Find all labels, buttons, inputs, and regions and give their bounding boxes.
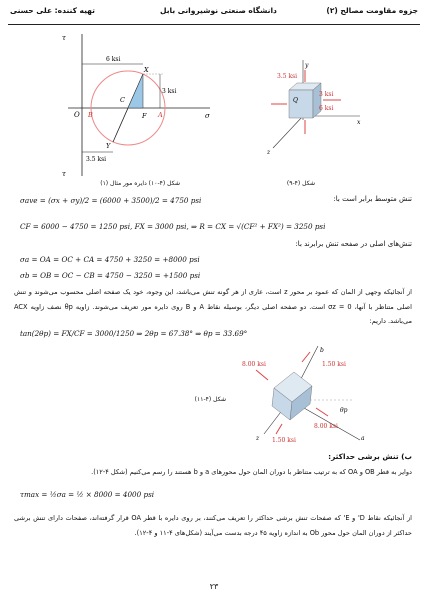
element-axis-z: z — [267, 149, 271, 156]
mohr-caption: شکل (۴-۱۰) دایره مور مثال (۱) — [100, 180, 180, 187]
mohr-sigma: σ — [205, 112, 210, 120]
equation-tau-max: τmax = ½σa = ½ × 8000 = 4000 psi — [20, 490, 155, 499]
equation-theta-p: tan(2θp) = FX/CF = 3000/1250 ⇒ 2θp = 67.38° ⇒ θp = 33.69° — [20, 329, 248, 338]
rotated-axis-b: b — [320, 347, 324, 354]
header-course-title: جزوه مقاومت مصالح (۲) — [326, 6, 418, 15]
element-label-Q: Q — [293, 97, 298, 104]
mohr-circle-figure — [60, 30, 220, 180]
mohr-label-Y: Y — [106, 142, 111, 150]
rotated-element-figure — [228, 342, 373, 447]
mohr-label-C: C — [120, 96, 125, 104]
rotated-stress-15-bottom: 1.50 ksi — [272, 437, 296, 444]
element-stress-35: 3.5 ksi — [277, 73, 298, 80]
page-number: ۲۳ — [209, 582, 219, 591]
rotated-stress-8-bottom: 8.00 ksi — [314, 423, 338, 430]
section-b-title: ب) تنش برشی حداکثر: — [328, 452, 412, 461]
mohr-dim-35ksi: 3.5 ksi — [86, 156, 107, 163]
paragraph-circles: دوایر به قطر OB و OA که به ترتیب متناظر با دوران المان حول محورهای a و b هستند را رسم می‌کنیم (شکل ۴-۱۲). — [91, 468, 412, 476]
element-caption: شکل (۴-۹) — [286, 180, 315, 187]
avg-stress-text: تنش متوسط برابر است با: — [333, 195, 412, 203]
stress-element-figure — [245, 58, 365, 173]
mohr-tau-top: τ — [62, 34, 66, 42]
rotated-stress-8-top: 8.00 ksi — [242, 361, 266, 368]
rotated-axis-a: a — [361, 435, 365, 442]
mohr-dim-3ksi: 3 ksi — [162, 88, 177, 95]
paragraph-max-shear-planes: از آنجائیکه نقاط D' و E' که صفحات تنش برشی حداکثر را تعریف می‌کنند، بر روی دایره با قطر OA قرار گرفته‌اند، صفحات دارای تنش برشی حداکثر از دوران المان حول محور Ob به اندازه زاویه ۴۵ درجه بدست می‌آیند (شکل‌های ۴-۱۱ و ۴-۱۲). — [14, 514, 412, 537]
equation-radius: CF = 6000 − 4750 = 1250 psi, FX = 3000 psi, ⇒ R = CX = √(CF² + FX²) = 3250 psi — [20, 222, 326, 231]
header-university: دانشگاه صنعتی نوشیروانی بابل — [160, 6, 277, 15]
paragraph-principal-planes: از آنجائیکه وجهی از المان که عمود بر محور z است، عاری از هر گونه تنش می‌باشد، این وجوه، خود یک صفحه اصلی محسوب می‌شوند و تنش اصلی متناظر با آنها، σz = 0 است. دو صفحه اصلی دیگر، بوسیله نقاط A و B روی دایره مور تعریف می‌شوند. زاویه θp نصف زاویه ACX می‌باشد. داریم: — [14, 288, 412, 325]
mohr-label-A: A — [158, 111, 163, 119]
equation-sigma-a: σa = OA = OC + CA = 4750 + 3250 = +8000 psi — [20, 255, 200, 264]
rotated-theta-p: θp — [340, 407, 348, 414]
page-header — [10, 6, 418, 20]
element-stress-3: 3 ksi — [319, 91, 334, 98]
equation-average-stress: σave = (σx + σy)/2 = (6000 + 3500)/2 = 4750 psi — [20, 196, 202, 205]
mohr-label-X: X — [144, 66, 149, 74]
rotated-caption: شکل (۴-۱۱) — [194, 396, 226, 403]
rotated-stress-15-top: 1.50 ksi — [322, 361, 346, 368]
element-axis-y: y — [305, 62, 309, 69]
mohr-label-F: F — [142, 112, 147, 120]
principal-stress-text: تنش‌های اصلی در صفحه تنش برابرند با: — [295, 240, 412, 248]
equation-sigma-b: σb = OB = OC − CB = 4750 − 3250 = +1500 psi — [20, 271, 201, 280]
rotated-axis-z: z — [256, 435, 260, 442]
element-stress-6: 6 ksi — [319, 105, 334, 112]
header-author: تهیه کننده: علی حسنی — [10, 6, 95, 15]
element-axis-x: x — [357, 119, 361, 126]
mohr-tau-bottom: τ — [62, 170, 66, 178]
mohr-label-O: O — [74, 111, 80, 119]
mohr-label-B: B — [88, 111, 93, 119]
header-rule — [8, 24, 420, 25]
mohr-dim-6ksi: 6 ksi — [106, 56, 121, 63]
